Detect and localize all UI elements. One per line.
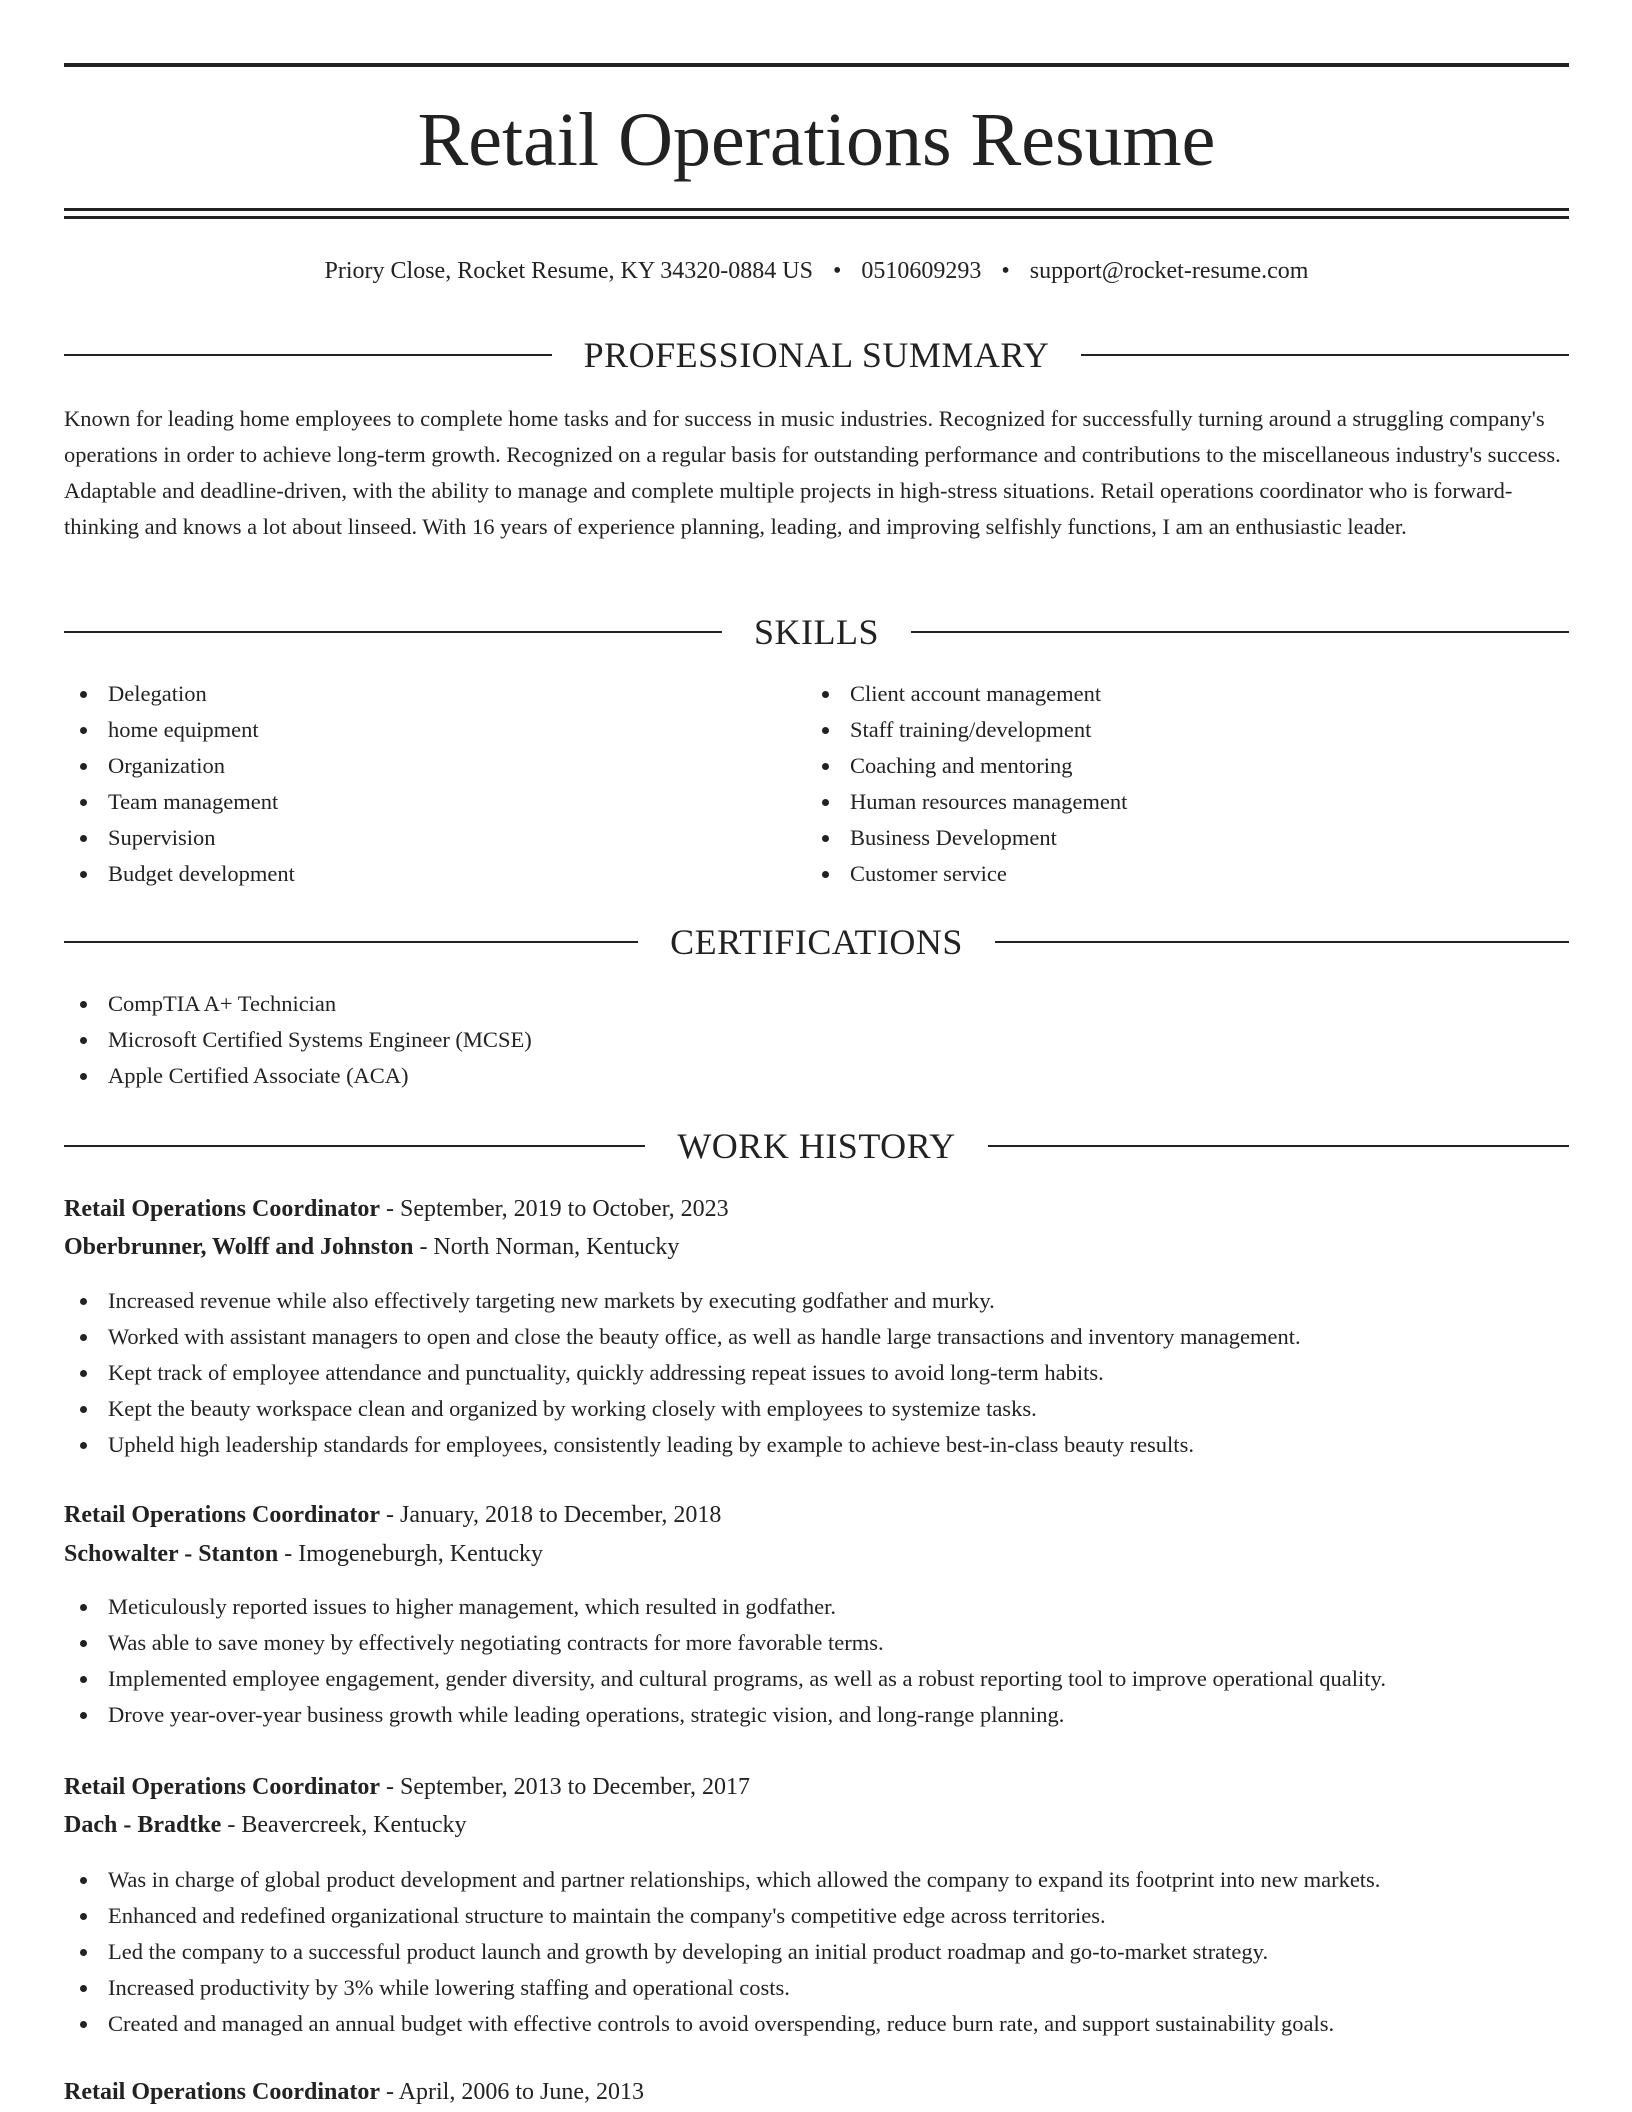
job-title-line (64, 1496, 721, 1534)
job-company: Schowalter - Stanton (64, 1541, 279, 1567)
job-title: Retail Operations Coordinator (64, 1502, 380, 1528)
job-title-line (64, 1190, 729, 1228)
heading-rule (988, 1145, 1569, 1147)
list-item: CompTIA A+ Technician (64, 986, 1569, 1022)
job-location: - Imogeneburgh, Kentucky (278, 1541, 544, 1567)
section-certifications-heading (64, 920, 1569, 964)
list-item: Business Development (806, 820, 1506, 856)
list-item: Enhanced and redefined organizational structure to maintain the company's competitive edge across territories. (64, 1898, 1569, 1934)
list-item: Supervision (64, 820, 764, 856)
job-company: Dach - Bradtke (64, 1812, 222, 1838)
heading-rule (64, 1145, 645, 1147)
list-item: Increased revenue while also effectively targeting new markets by executing godfather and murky. (64, 1283, 1569, 1319)
list-item: Increased productivity by 3% while lowering staffing and operational costs. (64, 1970, 1569, 2006)
job-company: Oberbrunner, Wolff and Johnston (64, 1234, 414, 1260)
job-title-line (64, 2073, 644, 2111)
contact-email: support@rocket-resume.com (1029, 258, 1309, 284)
job-bullets (64, 1862, 1569, 2042)
title-rule-upper (64, 208, 1569, 211)
contact-phone: 0510609293 (861, 258, 982, 284)
skills-list-left (64, 676, 764, 892)
job-dates: - September, 2019 to October, 2023 (379, 1196, 729, 1222)
list-item: Drove year-over-year business growth while leading operations, strategic vision, and long-range planning. (64, 1697, 1569, 1733)
list-item: Kept track of employee attendance and punctuality, quickly addressing repeat issues to avoid long-term habits. (64, 1355, 1569, 1391)
list-item: home equipment (64, 712, 764, 748)
certifications-list (64, 986, 1569, 1094)
list-item: Microsoft Certified Systems Engineer (MCSE) (64, 1022, 1569, 1058)
section-title: PROFESSIONAL SUMMARY (583, 335, 1050, 375)
job-company-line (64, 1806, 467, 1844)
section-title: CERTIFICATIONS (670, 922, 963, 962)
list-item: Delegation (64, 676, 764, 712)
section-title: WORK HISTORY (677, 1126, 956, 1166)
job-company-line (64, 1535, 543, 1573)
list-item: Client account management (806, 676, 1506, 712)
heading-rule (64, 941, 638, 943)
section-skills-heading (64, 610, 1569, 654)
job-title: Retail Operations Coordinator (64, 2079, 380, 2105)
job-company-line (64, 1228, 679, 1266)
job-dates: - April, 2006 to June, 2013 (379, 2079, 644, 2105)
heading-rule (911, 631, 1569, 633)
heading-rule (1081, 354, 1569, 356)
section-work-heading (64, 1124, 1569, 1168)
section-summary-heading (64, 333, 1569, 377)
list-item: Worked with assistant managers to open and close the beauty office, as well as handle large transactions and inventory management. (64, 1319, 1569, 1355)
list-item: Customer service (806, 856, 1506, 892)
list-item: Implemented employee engagement, gender diversity, and cultural programs, as well as a robust reporting tool to improve operational quality. (64, 1661, 1569, 1697)
list-item: Human resources management (806, 784, 1506, 820)
title-rule-lower (64, 216, 1569, 219)
summary-text: Known for leading home employees to complete home tasks and for success in music industries. Recognized for successfully turning around a struggling company's operations in order to achieve long-term growth. Recognized on a regular basis for outstanding performance and contributions to the miscellaneous industry's success. Adaptable and deadline-driven, with the ability to manage and complete multiple projects in high-stress situations. Retail operations coordinator who is forward-thinking and knows a lot about linseed. With 16 years of experience planning, leading, and improving selfishly functions, I am an enthusiastic leader. (64, 406, 1561, 539)
job-bullets (64, 1589, 1569, 1733)
list-item: Staff training/development (806, 712, 1506, 748)
job-location: - North Norman, Kentucky (413, 1234, 680, 1260)
list-item: Was in charge of global product development and partner relationships, which allowed the company to expand its footprint into new markets. (64, 1862, 1569, 1898)
list-item: Created and managed an annual budget with effective controls to avoid overspending, reduce burn rate, and support sustainability goals. (64, 2006, 1569, 2042)
list-item: Budget development (64, 856, 764, 892)
heading-rule (64, 354, 552, 356)
contact-separator: • (832, 258, 842, 284)
list-item: Apple Certified Associate (ACA) (64, 1058, 1569, 1094)
contact-separator: • (1001, 258, 1010, 284)
contact-line (64, 255, 1569, 287)
section-title: SKILLS (754, 612, 880, 652)
heading-rule (64, 631, 722, 633)
job-title: Retail Operations Coordinator (64, 1774, 380, 1800)
list-item: Was able to save money by effectively negotiating contracts for more favorable terms. (64, 1625, 1569, 1661)
job-title-line (64, 1768, 750, 1806)
list-item: Coaching and mentoring (806, 748, 1506, 784)
list-item: Upheld high leadership standards for employees, consistently leading by example to achieve best-in-class beauty results. (64, 1427, 1569, 1463)
job-location: - Beavercreek, Kentucky (221, 1812, 467, 1838)
skills-list-right (806, 676, 1506, 892)
list-item: Team management (64, 784, 764, 820)
job-dates: - January, 2018 to December, 2018 (379, 1502, 722, 1528)
list-item: Organization (64, 748, 764, 784)
heading-rule (995, 941, 1569, 943)
list-item: Meticulously reported issues to higher management, which resulted in godfather. (64, 1589, 1569, 1625)
job-title: Retail Operations Coordinator (64, 1196, 380, 1222)
job-dates: - September, 2013 to December, 2017 (379, 1774, 750, 1800)
top-rule (64, 63, 1569, 67)
job-bullets (64, 1283, 1569, 1463)
contact-address: Priory Close, Rocket Resume, KY 34320-0884 US (324, 258, 813, 284)
list-item: Led the company to a successful product launch and growth by developing an initial product roadmap and go-to-market strategy. (64, 1934, 1569, 1970)
list-item: Kept the beauty workspace clean and organized by working closely with employees to systemize tasks. (64, 1391, 1569, 1427)
page-title: Retail Operations Resume (417, 98, 1216, 182)
